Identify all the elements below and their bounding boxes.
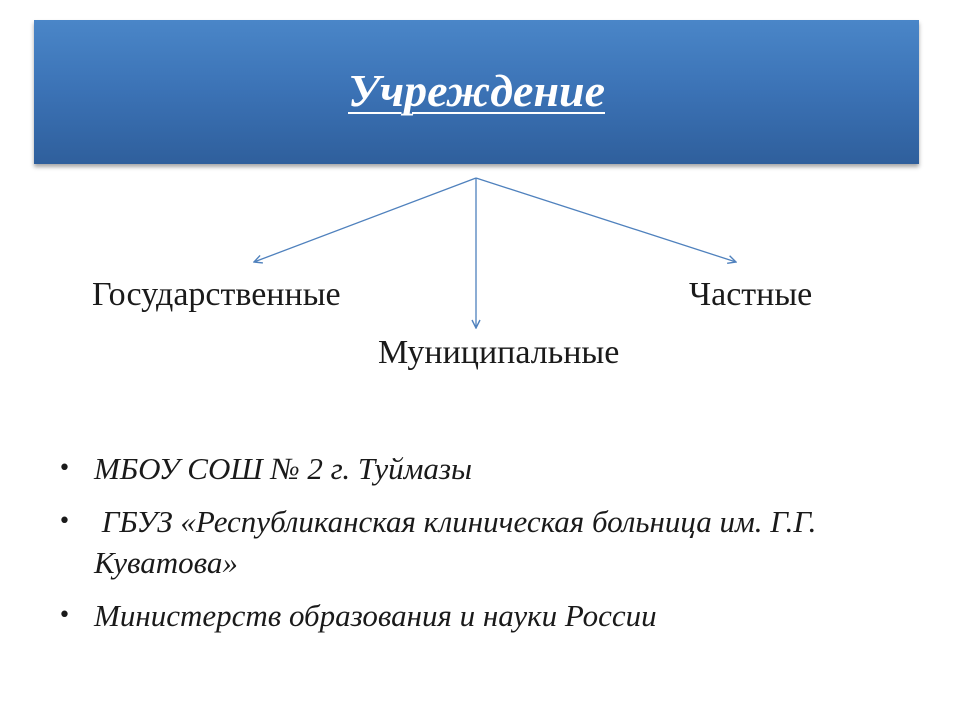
- list-item-text: Министерств образования и науки России: [94, 598, 657, 633]
- list-item: [58, 595, 918, 636]
- bullet-icon: •: [58, 456, 71, 481]
- node-municipal: Муниципальные: [378, 334, 620, 371]
- examples-list: [58, 448, 918, 648]
- list-item-text: ГБУЗ «Республиканская клиническая больница им. Г.Г. Куватова»: [94, 504, 825, 580]
- list-item-text: МБОУ СОШ № 2 г. Туймазы: [94, 451, 472, 486]
- list-item: [58, 501, 918, 583]
- bullet-icon: •: [58, 509, 71, 534]
- slide-title: Учреждение: [348, 64, 605, 116]
- arrow-to-state: [254, 178, 476, 262]
- arrow-to-private: [476, 178, 736, 262]
- title-banner: [34, 20, 919, 164]
- list-item: [58, 448, 918, 489]
- node-private: Частные: [689, 276, 813, 313]
- bullet-icon: •: [58, 603, 71, 628]
- node-state: Государственные: [92, 276, 341, 313]
